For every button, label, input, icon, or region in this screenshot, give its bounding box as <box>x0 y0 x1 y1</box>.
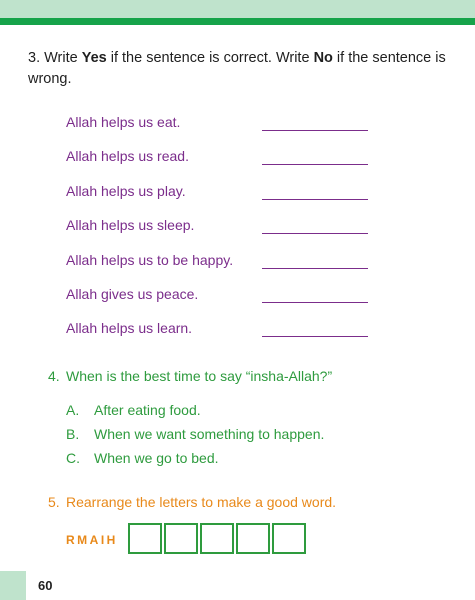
question-number: 5. <box>48 494 60 510</box>
no-keyword: No <box>313 50 333 66</box>
statement-row <box>66 252 376 274</box>
letter-boxes <box>128 523 308 554</box>
header-band <box>0 0 475 18</box>
statement-row <box>66 148 376 170</box>
statement-row <box>66 183 376 205</box>
answer-line[interactable] <box>262 164 368 165</box>
answer-line[interactable] <box>262 302 368 303</box>
option-b[interactable] <box>66 426 324 442</box>
statement-text: Allah gives us peace. <box>66 286 199 302</box>
letter-box[interactable] <box>128 523 162 554</box>
statement-row <box>66 217 376 239</box>
statement-text: Allah helps us learn. <box>66 320 193 336</box>
question-3-instruction: 3. Write Yes if the sentence is correct. Write No if the sentence is wrong. <box>28 50 446 87</box>
option-letter: C. <box>66 450 80 466</box>
statement-text: Allah helps us to be happy. <box>66 252 234 268</box>
statement-text: Allah helps us eat. <box>66 114 181 130</box>
letter-box[interactable] <box>236 523 270 554</box>
answer-line[interactable] <box>262 199 368 200</box>
scrambled-letters: RMAIH <box>66 533 118 547</box>
answer-line[interactable] <box>262 130 368 131</box>
letter-box[interactable] <box>272 523 306 554</box>
question-number: 4. <box>48 368 60 384</box>
question-5-prompt <box>48 494 336 510</box>
yes-keyword: Yes <box>81 50 107 66</box>
header-stripe <box>0 18 475 25</box>
statement-row <box>66 286 376 308</box>
option-letter: B. <box>66 426 80 442</box>
answer-line[interactable] <box>262 336 368 337</box>
footer-band <box>0 571 26 600</box>
option-c[interactable] <box>66 450 219 466</box>
question-text: Rearrange the letters to make a good word. <box>66 494 337 510</box>
question-text: When is the best time to say “insha-Allah?” <box>66 368 333 384</box>
answer-line[interactable] <box>262 233 368 234</box>
letter-box[interactable] <box>200 523 234 554</box>
option-a[interactable] <box>66 402 201 418</box>
option-text: When we go to bed. <box>94 450 219 466</box>
option-text: After eating food. <box>94 402 201 418</box>
answer-line[interactable] <box>262 268 368 269</box>
letter-box[interactable] <box>164 523 198 554</box>
option-text: When we want something to happen. <box>94 426 325 442</box>
statement-text: Allah helps us play. <box>66 183 186 199</box>
page-number: 60 <box>38 578 53 593</box>
question-4-prompt <box>48 368 332 384</box>
statement-text: Allah helps us sleep. <box>66 217 195 233</box>
option-letter: A. <box>66 402 80 418</box>
statement-row <box>66 320 376 342</box>
statement-row <box>66 114 376 136</box>
statement-text: Allah helps us read. <box>66 148 189 164</box>
